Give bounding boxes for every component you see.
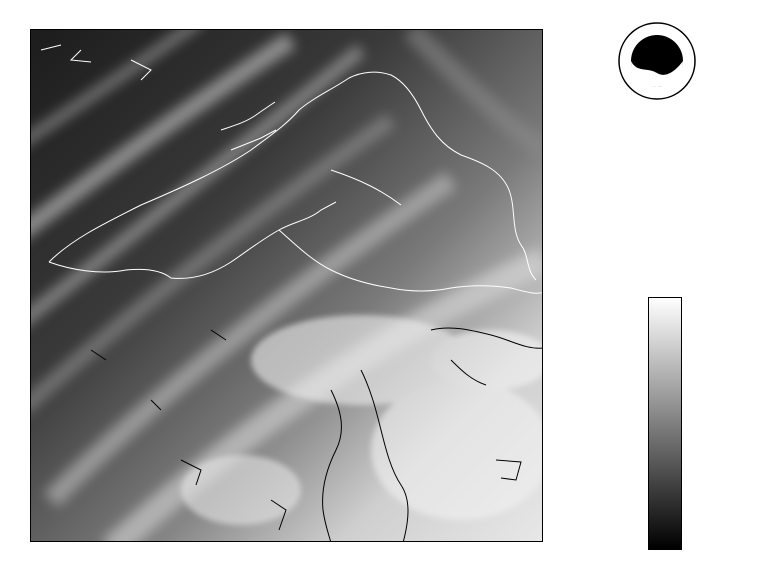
satellite-image — [31, 30, 543, 542]
reflectance-colorbar — [648, 297, 682, 550]
satellite-image-panel — [30, 29, 543, 542]
noaa-logo — [617, 21, 697, 101]
